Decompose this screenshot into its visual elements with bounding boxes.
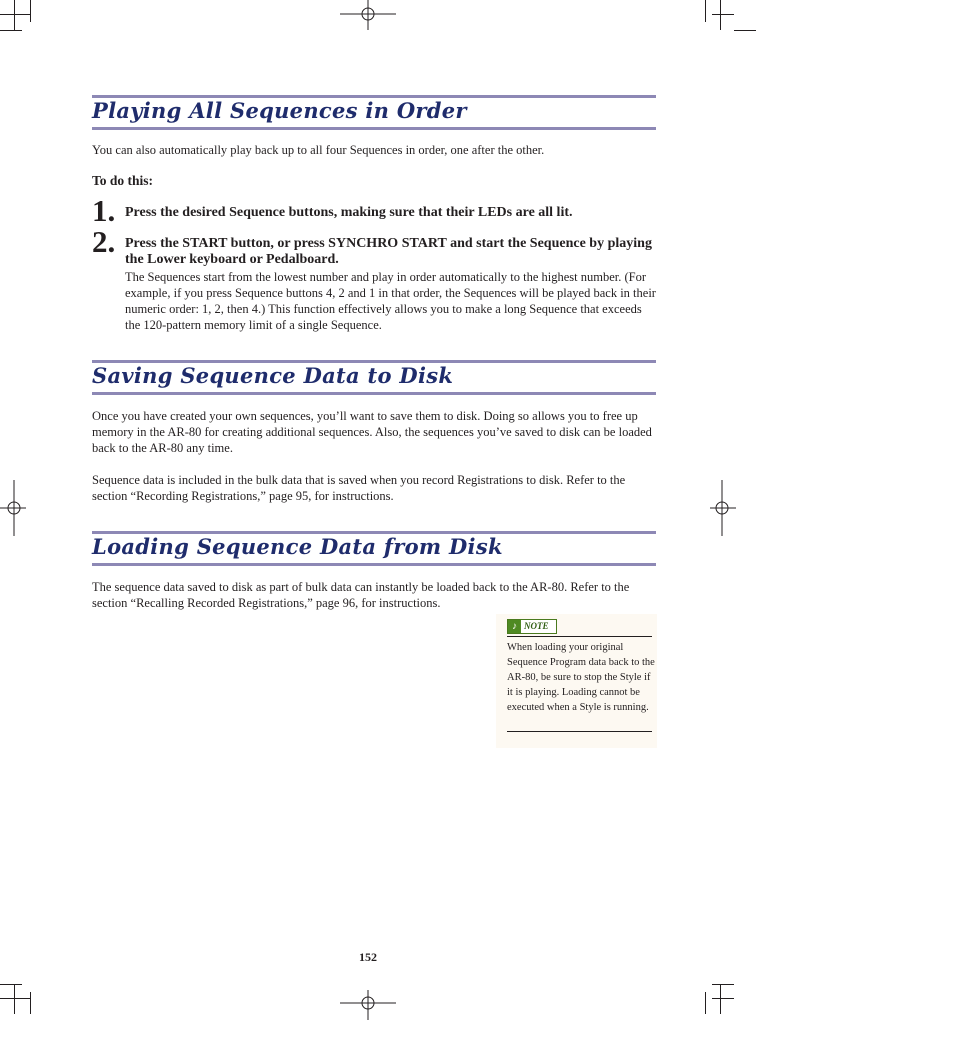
section-heading-playing-all xyxy=(92,95,656,130)
step-detail: The Sequences start from the lowest number and play in order automatically to the highest number. (For example, if you press Sequence buttons 4, 2 and 1 in that order, the Sequences will be played back in their numeric order: 1, 2, then 4.) This function effectively allows you to make a long Sequence that exceeds the 120-pattern memory limit of a single Sequence. xyxy=(125,270,656,332)
note-box xyxy=(496,614,657,748)
registration-target-icon xyxy=(706,480,736,536)
section-paragraph: Sequence data is included in the bulk data that is saved when you record Registrations to disk. Refer to the section “Recording Registrations,” page 95, for instructions. xyxy=(92,473,626,503)
section-paragraph: Once you have created your own sequences, you’ll want to save them to disk. Doing so allows you to free up memory in the AR-80 for creating additional sequences. Also, the sequences you’ve saved to disk can be loaded back to the AR-80 any time. xyxy=(92,409,652,455)
section-title: Saving Sequence Data to Disk xyxy=(92,363,454,388)
step-text: Press the START button, or press SYNCHRO START and start the Sequence by playing the Lower keyboard or Pedalboard. xyxy=(125,236,652,267)
music-note-icon: ♪ xyxy=(508,620,521,633)
step-text: Press the desired Sequence buttons, making sure that their LEDs are all lit. xyxy=(125,205,573,220)
step-number: 1. xyxy=(92,193,116,228)
page-number: 152 xyxy=(359,950,377,964)
registration-target-icon xyxy=(340,0,396,30)
note-tag xyxy=(507,619,557,634)
note-text: When loading your original Sequence Program data back to the AR-80, be sure to stop the Style if it is playing. Loading cannot be executed when a Style is running. xyxy=(507,642,655,713)
divider xyxy=(507,636,652,637)
section-paragraph: The sequence data saved to disk as part of bulk data can instantly be loaded back to the AR-80. Refer to the section “Recalling Recorded Registrations,” page 96, for instructions. xyxy=(92,580,630,610)
section-heading-saving xyxy=(92,360,656,395)
registration-target-icon xyxy=(340,990,396,1020)
section-title: Playing All Sequences in Order xyxy=(92,98,467,123)
step-number: 2. xyxy=(92,224,116,259)
registration-target-icon xyxy=(0,480,30,536)
section-title: Loading Sequence Data from Disk xyxy=(92,534,503,559)
todo-label: To do this: xyxy=(92,173,154,188)
section-intro: You can also automatically play back up to all four Sequences in order, one after the other. xyxy=(92,143,545,157)
divider xyxy=(507,731,652,732)
note-label: NOTE xyxy=(524,621,549,631)
section-heading-loading xyxy=(92,531,656,566)
